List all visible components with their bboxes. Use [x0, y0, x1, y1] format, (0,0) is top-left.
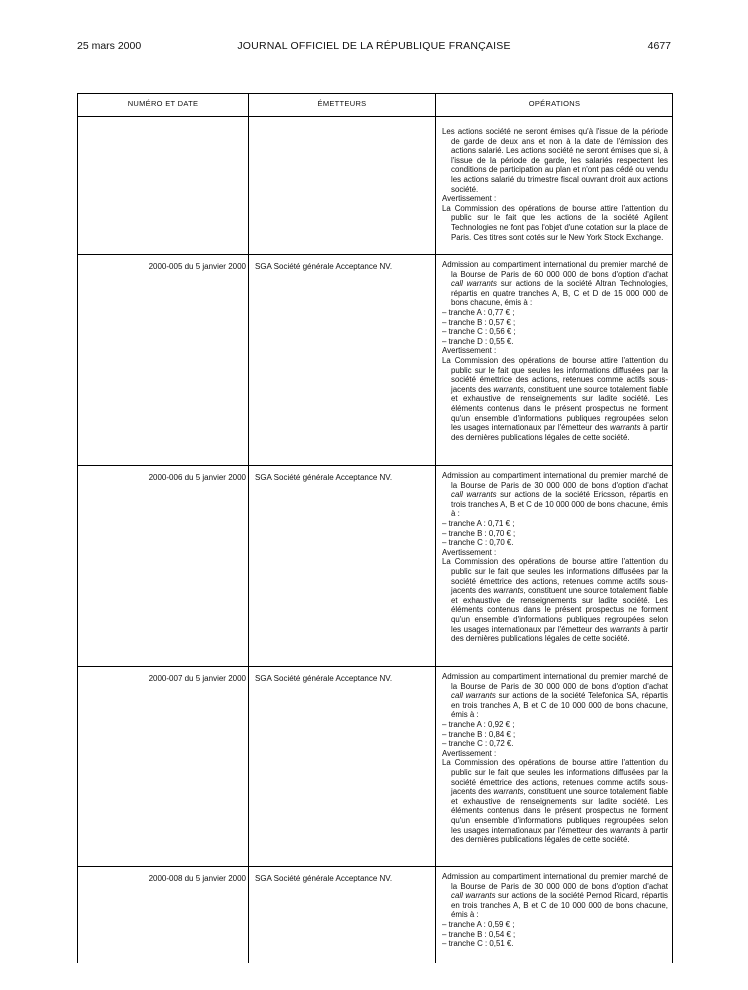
column-header-emetteurs: ÉMETTEURS — [317, 99, 367, 108]
journal-title: JOURNAL OFFICIEL DE LA RÉPUBLIQUE FRANÇAISE — [237, 40, 511, 52]
warning-label: Avertissement : — [442, 194, 497, 204]
operation-intro: Admission au compartiment international du premier marché de la Bourse de Paris de 30 000 000 de bons d'option d'achat call warrants sur actions de la société Telefonica SA, répartis en trois tranches A, B et C de 10 000 000 de bons chacune, émis à : — [442, 672, 668, 720]
operation-intro: Admission au compartiment international du premier marché de la Bourse de Paris de 30 000 000 de bons d'option d'achat call warrants sur actions de la société Ericsson, répartis en trois tranches A, B et C de 10 000 000 de bons chacune, émis à : — [442, 471, 668, 519]
warning-text: La Commission des opérations de bourse attire l'attention du public sur le fait que les actions de la société Agilent Technologies ne font pas l'objet d'une cotation sur la place de Paris. Ces titres sont cotés sur le New York Stock Exchange. — [442, 203, 668, 242]
row-divider — [78, 465, 672, 466]
emetteur: SGA Société générale Acceptance NV. — [255, 473, 393, 482]
page-number: 4677 — [647, 40, 671, 52]
tranche-item: – tranche A : 0,71 € ; — [442, 518, 515, 528]
tranche-item: – tranche D : 0,55 €. — [442, 336, 514, 346]
numero-date: 2000-005 du 5 janvier 2000 — [148, 262, 246, 271]
operation-cell — [442, 127, 668, 242]
warning-label: Avertissement : — [442, 346, 497, 356]
warning-text: La Commission des opérations de bourse attire l'attention du public sur le fait que seules les informations diffusées par la société émettrice des actions, retenues comme actifs sous-jacents des warrants, constituent une source totalement fiable et exhaustive de renseignements sur ladite société. Les éléments contenus dans le présent prospectus ne forment qu'un ensemble d'informations publiques regroupées selon les usages internationaux par l'émetteur des warrants à partir des dernières publications légales de cette société. — [442, 758, 668, 845]
operation-cell — [442, 872, 668, 949]
row-divider — [78, 666, 672, 667]
numero-date: 2000-006 du 5 janvier 2000 — [148, 473, 246, 482]
numero-date: 2000-007 du 5 janvier 2000 — [148, 674, 246, 683]
page-header — [77, 40, 671, 56]
warning-text: La Commission des opérations de bourse attire l'attention du public sur le fait que seules les informations diffusées par la société émettrice des actions, retenues comme actifs sous-jacents des warrants, constituent une source totalement fiable et exhaustive de renseignements sur ladite société. Les éléments contenus dans le présent prospectus ne forment qu'un ensemble d'informations publiques regroupées selon les usages internationaux par l'émetteur des warrants à partir des dernières publications légales de cette société. — [442, 355, 668, 442]
operation-cell — [442, 471, 668, 644]
tranche-item: – tranche A : 0,77 € ; — [442, 307, 515, 317]
column-divider — [435, 94, 436, 963]
warning-text: La Commission des opérations de bourse attire l'attention du public sur le fait que seules les informations diffusées par la société émettrice des actions, retenues comme actifs sous-jacents des warrants, constituent une source totalement fiable et exhaustive de renseignements sur ladite société. Les éléments contenus dans le présent prospectus ne forment qu'un ensemble d'informations publiques regroupées selon les usages internationaux par l'émetteur des warrants à partir des dernières publications légales de cette société. — [442, 557, 668, 644]
operations-table — [77, 93, 673, 963]
tranche-item: – tranche B : 0,70 € ; — [442, 528, 516, 538]
tranche-item: – tranche A : 0,92 € ; — [442, 719, 515, 729]
column-divider — [248, 94, 249, 963]
column-header-numero: NUMÉRO ET DATE — [127, 99, 199, 108]
tranche-item: – tranche B : 0,54 € ; — [442, 929, 516, 939]
tranche-item: – tranche C : 0,56 € ; — [442, 327, 516, 337]
tranche-item: – tranche A : 0,59 € ; — [442, 919, 515, 929]
operation-cell — [442, 260, 668, 442]
emetteur: SGA Société générale Acceptance NV. — [255, 874, 393, 883]
emetteur: SGA Société générale Acceptance NV. — [255, 262, 393, 271]
header-divider — [78, 116, 672, 117]
tranche-item: – tranche C : 0,72 €. — [442, 739, 514, 749]
tranche-item: – tranche C : 0,70 €. — [442, 538, 514, 548]
tranche-item: – tranche B : 0,84 € ; — [442, 729, 516, 739]
tranche-item: – tranche B : 0,57 € ; — [442, 317, 516, 327]
warning-label: Avertissement : — [442, 547, 497, 557]
operation-intro: Les actions société ne seront émises qu'à l'issue de la période de garde de deux ans et non à la date de l'émission des actions salarié. Les actions société ne seront émises que si, à l'issue de la période de garde, les salariés respectent les conditions de participation au plan et n'ont pas cédé ou vendu les actions salarié du trimestre fiscal ouvrant droit aux actions société. — [442, 127, 668, 194]
row-divider — [78, 866, 672, 867]
column-header-operations: OPÉRATIONS — [528, 99, 581, 108]
row-divider — [78, 254, 672, 255]
operation-intro: Admission au compartiment international du premier marché de la Bourse de Paris de 30 000 000 de bons d'option d'achat call warrants sur actions de la société Pernod Ricard, répartis en trois tranches A, B et C de 10 000 000 de bons chacune, émis à : — [442, 872, 668, 920]
tranche-item: – tranche C : 0,51 €. — [442, 939, 514, 949]
operation-intro: Admission au compartiment international du premier marché de la Bourse de Paris de 60 000 000 de bons d'option d'achat call warrants sur actions de la société Altran Technologies, répartis en quatre tranches A, B, C et D de 15 000 000 de bons chacune, émis à : — [442, 260, 668, 308]
emetteur: SGA Société générale Acceptance NV. — [255, 674, 393, 683]
warning-label: Avertissement : — [442, 748, 497, 758]
publication-date: 25 mars 2000 — [77, 40, 142, 52]
operation-cell — [442, 672, 668, 845]
numero-date: 2000-008 du 5 janvier 2000 — [148, 874, 246, 883]
